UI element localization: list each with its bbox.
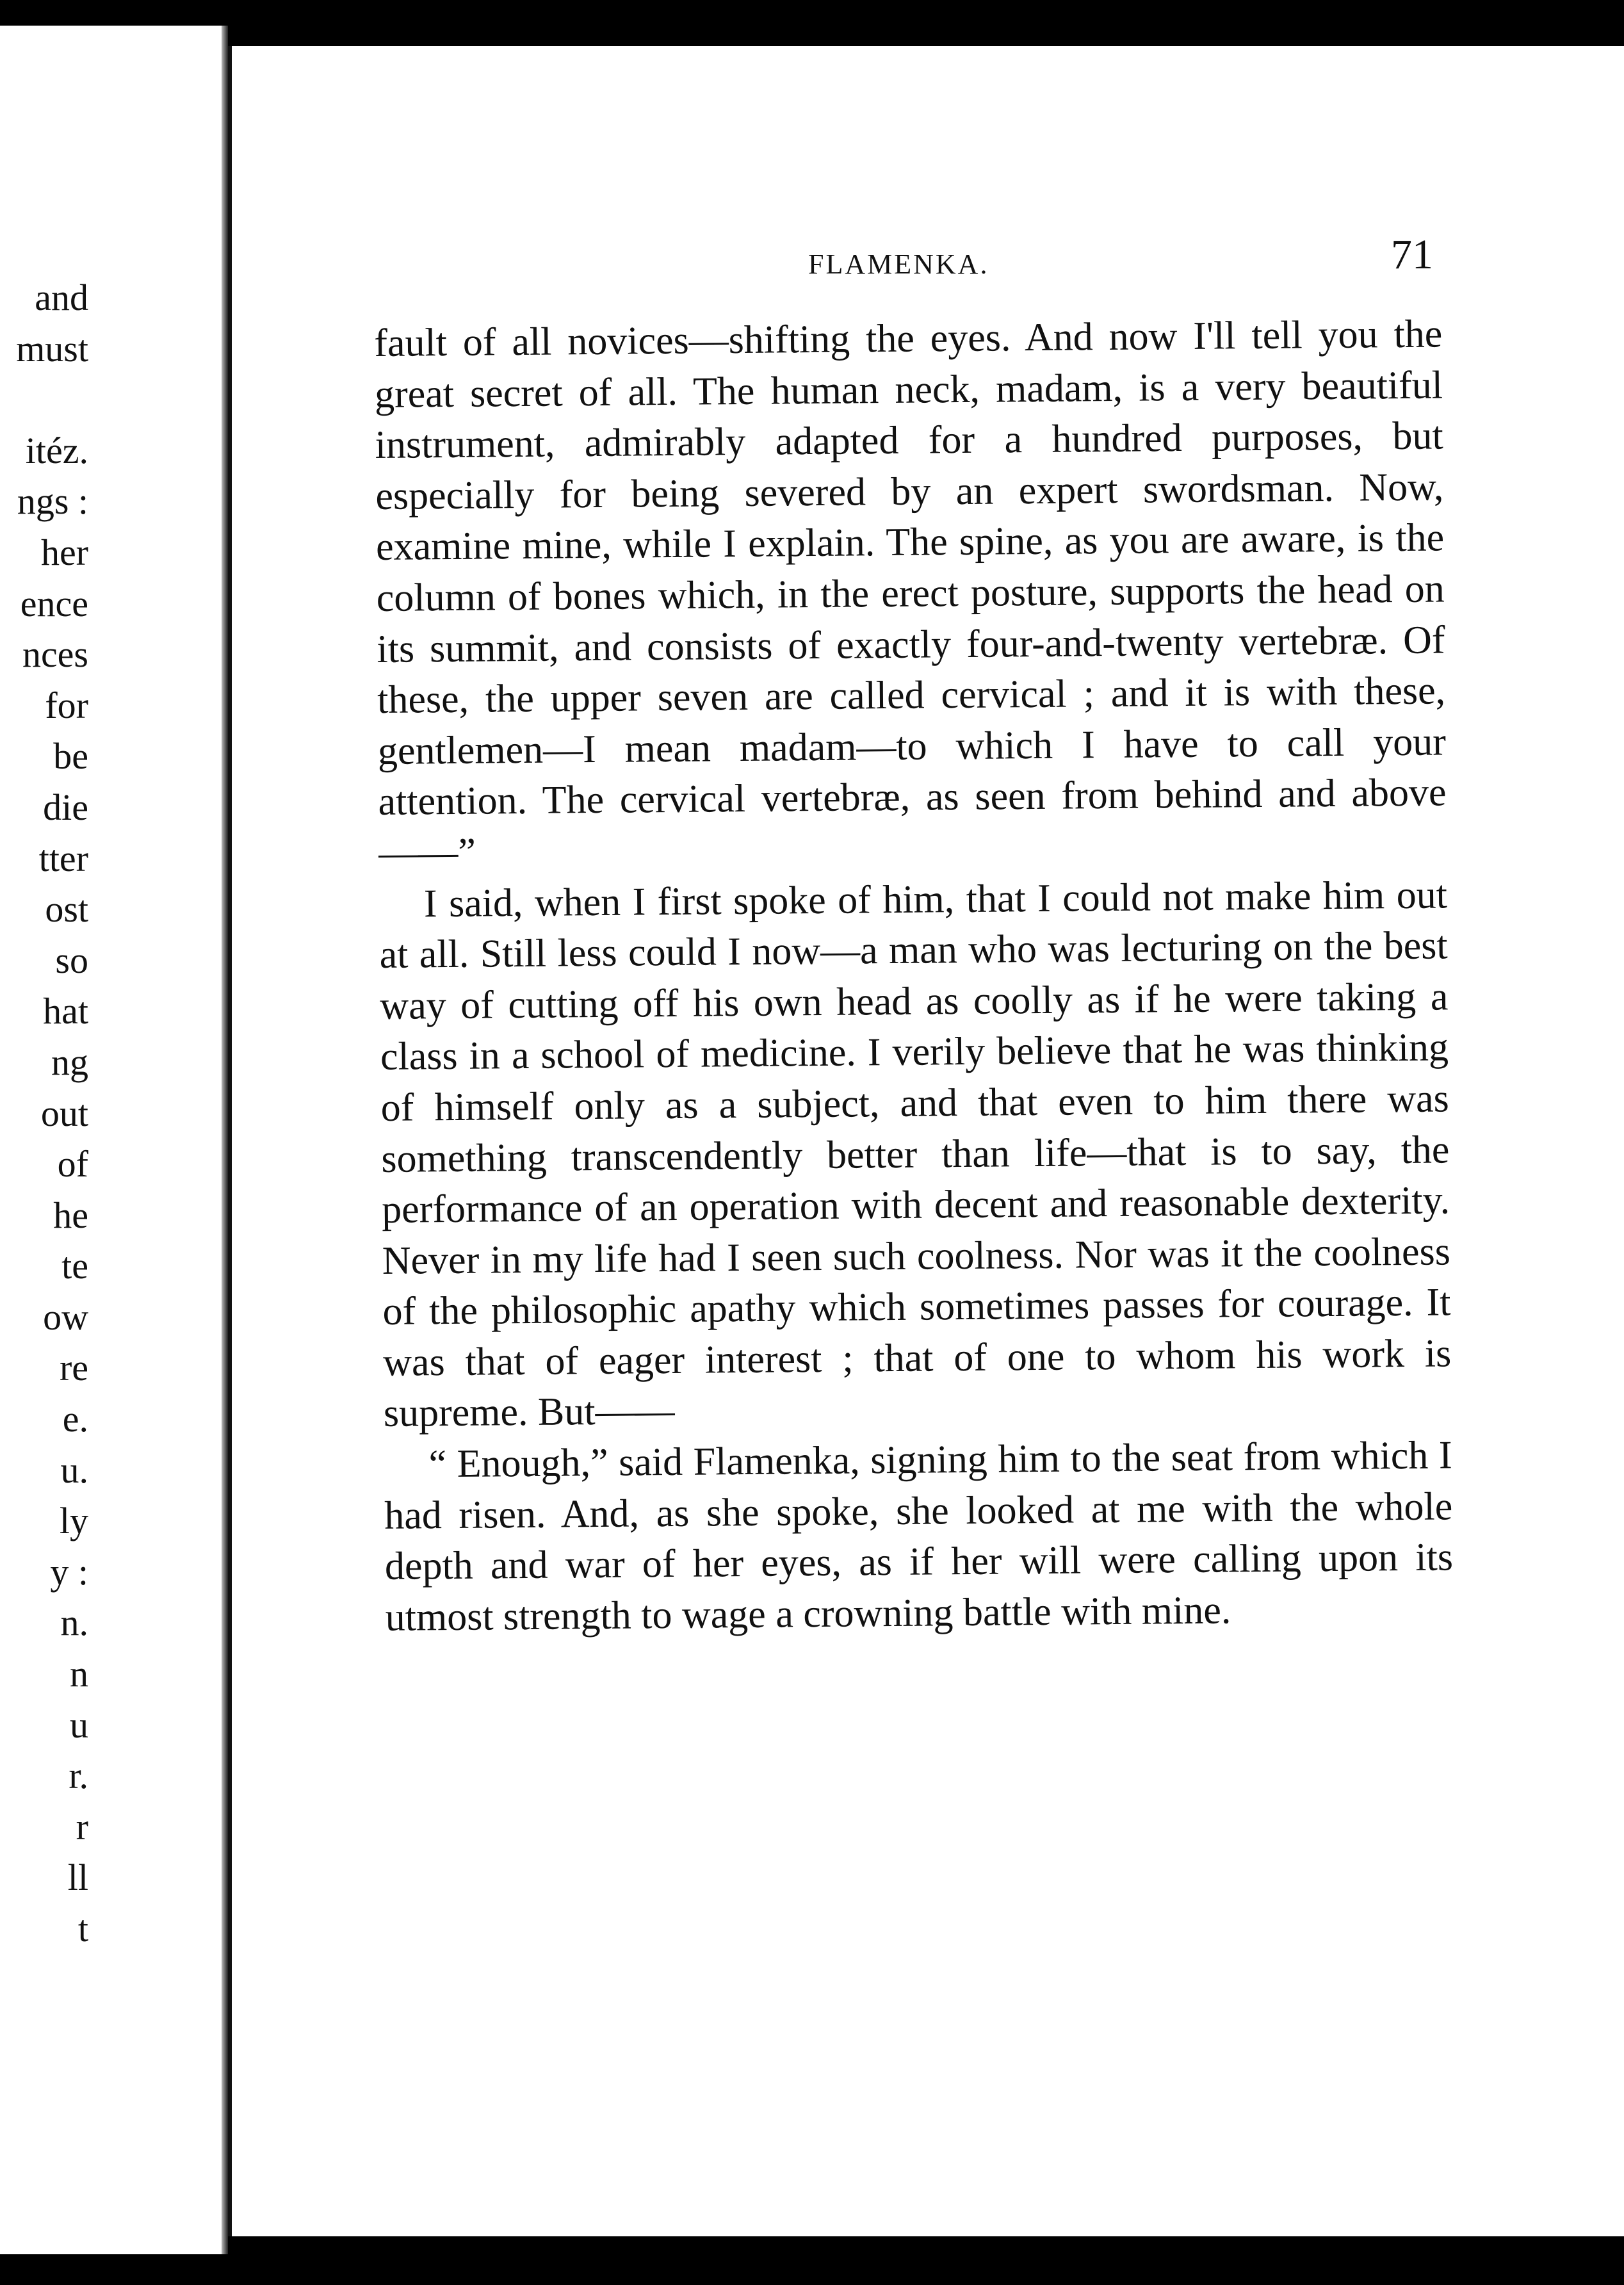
fragment: n: [70, 1653, 88, 1695]
fragment: ng: [51, 1041, 88, 1083]
fragment: he: [53, 1194, 88, 1236]
fragment: ost: [45, 888, 88, 931]
paragraph: fault of all novices—shifting the eyes. And now I'll tell you the great secret of all. The human neck, madam, is a very beautiful instrument, admirably adapted for a hundred purposes, but especially for being severed by an expert swordsman. Now, examine mine, while I explain. The spine, as you are aware, is the column of bones which, in the erect posture, supports the head on its summit, and consists of exactly four-and-twenty vertebræ. Of these, the upper seven are called cervical ; and it is with these, gentlemen—I mean madam—to which I have to call your attention. The cervical vertebræ, as seen from behind and above——”: [374, 312, 1447, 875]
fragment: her: [40, 531, 88, 573]
fragment: n.: [60, 1602, 88, 1644]
fragment: te: [61, 1245, 88, 1287]
fragment: y :: [50, 1550, 88, 1593]
body-text: [374, 309, 1454, 1643]
fragment: and: [35, 277, 88, 318]
fragment: for: [45, 684, 88, 726]
fragment: must: [16, 327, 88, 370]
facing-page-edge: [0, 26, 228, 2254]
fragment: t: [77, 1908, 88, 1949]
fragment: die: [43, 786, 88, 828]
fragment: so: [55, 939, 88, 981]
fragment: r.: [69, 1755, 88, 1797]
fragment: u: [70, 1704, 88, 1746]
book-page: [228, 46, 1624, 2236]
fragment: ence: [20, 582, 88, 624]
fragment: hat: [43, 990, 88, 1032]
paragraph: “ Enough,” said Flamenka, signing him to the seat from which I had risen. And, as she spoke, she looked at me with the whole depth and war of her eyes, as if her will were calling upon its utmost strength to wage a crowning battle with mine.: [384, 1433, 1454, 1639]
book-gutter: [222, 26, 228, 2254]
fragment: r: [76, 1805, 88, 1848]
fragment: itéz.: [25, 429, 88, 471]
paragraph: I said, when I first spoke of him, that I could not make him out at all. Still less could I now—a man who was lecturing on the best way of cutting off his own head as coolly as if he were taking a class in a school of medicine. I verily believe that he was thinking of himself only as a subject, and that even to him there was something transcendently better than life—that is to say, the performance of an operation with decent and reasonable dexterity. Never in my life had I seen such coolness. Nor was it the coolness of the philosophic apathy which sometimes passes for courage. It was that of eager interest ; that of one to whom his work is supreme. But——: [379, 872, 1452, 1436]
fragment: [0, 374, 88, 425]
fragment: e.: [62, 1398, 88, 1440]
facing-page-text-fragments: [0, 272, 88, 1955]
running-head: FLAMENKA.: [808, 248, 989, 280]
fragment: re: [59, 1347, 88, 1389]
fragment: ll: [67, 1857, 88, 1899]
fragment: tter: [38, 837, 88, 879]
fragment: of: [57, 1143, 88, 1185]
fragment: ly: [59, 1500, 88, 1542]
fragment: u.: [60, 1449, 88, 1491]
page-number: 71: [1391, 231, 1433, 278]
fragment: nces: [22, 633, 88, 676]
fragment: be: [53, 735, 88, 777]
fragment: ngs :: [17, 480, 88, 523]
fragment: out: [40, 1092, 88, 1134]
fragment: ow: [43, 1296, 88, 1338]
